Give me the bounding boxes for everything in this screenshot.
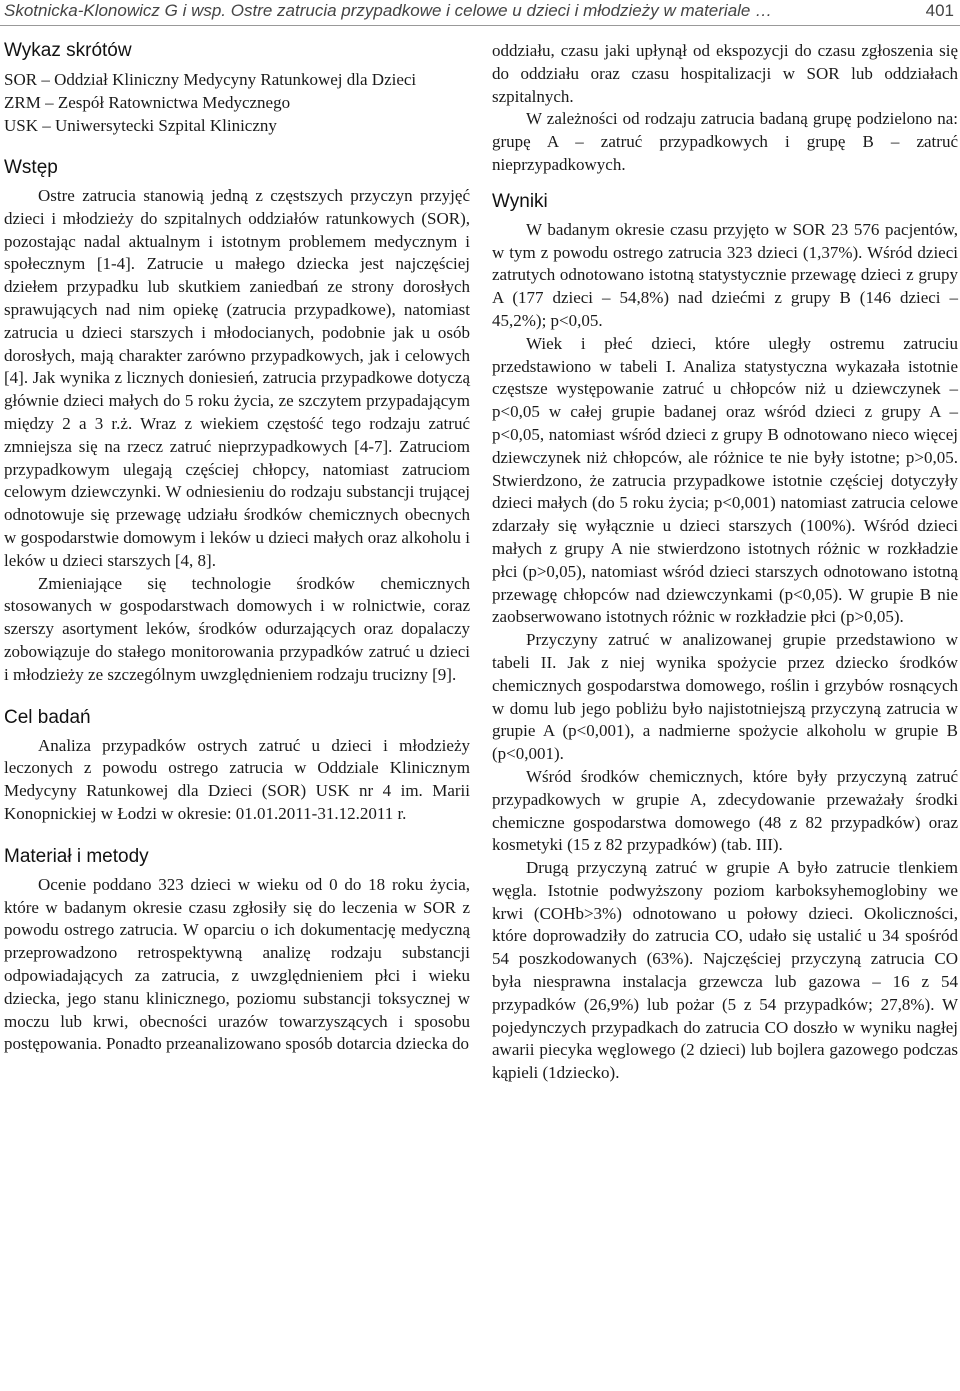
intro-paragraph: Zmieniające się technologie środków chemicznych stosowanych w gospodarstwach domowych i w rolnictwie, coraz szerszy asortyment leków, środków odurzających oraz dopalaczy zobowiązuje do stałego monitorowania przypadków zatruć u dzieci i młodzieży ze szczególnym uwzględnieniem rodzaju trucizny [9]. [4, 573, 470, 684]
abbreviation-item: SOR – Oddział Kliniczny Medycyny Ratunkowej dla Dzieci [4, 70, 417, 89]
left-column [4, 40, 470, 1056]
results-paragraph: W badanym okresie czasu przyjęto w SOR 23 576 pacjentów, w tym z powodu ostrego zatrucia 323 dzieci (1,37%). Wśród dzieci zatrutych odnotowano istotną statystycznie przewagę dzieci z grupy A (177 dzieci – 54,8%) nad dziećmi z grupy B (146 dzieci – 45,2%); p<0,05. [492, 219, 958, 330]
page-number: 401 [925, 1, 954, 20]
abbreviation-item: ZRM – Zespół Ratownictwa Medycznego [4, 93, 291, 112]
intro-heading: Wstęp [4, 157, 58, 178]
results-paragraph: Drugą przyczyną zatruć w grupie A było zatrucie tlenkiem węgla. Istotnie podwyższony poziom karboksyhemoglobiny we krwi (COHb>3%) odnotowano u połowy dzieci. Okoliczności, które doprowadziły do zatrucia CO, udało się ustalić u 34 spośród 54 poszkodowanych (63%). Najczęściej przyczyną zatrucia CO była niesprawna instalacja grzewcza lub gazowa – 16 z 54 przypadków (26,9%) lub pożar (5 z 54 przypadków; 27,8%). W pojedynczych przypadkach do zatrucia CO doszło w wyniku nagłej awarii piecyka węglowego (2 dzieci) lub bojlera gazowego podczas kąpieli (1dziecko). [492, 858, 958, 1083]
abbreviation-item: USK – Uniwersytecki Szpital Kliniczny [4, 116, 277, 135]
abbreviations-heading: Wykaz skrótów [4, 40, 132, 61]
methods-paragraph: W zależności od rodzaju zatrucia badaną grupę podzielono na: grupę A – zatruć przypadkowych i grupę B – zatruć nieprzypadkowych. [492, 109, 958, 174]
aim-heading: Cel badań [4, 706, 91, 728]
results-heading: Wyniki [492, 190, 548, 212]
results-paragraph: Wiek i płeć dzieci, które uległy ostremu zatruciu przedstawiono w tabeli I. Analiza statystyczna wykazała istotnie częstsze występowanie zatruć u chłopców niż u dziewczynek – p<0,05 w całej grupie badanej oraz wśród dzieci z grupy A – p<0,05, natomiast wśród dzieci z grupy B odnotowano nieco więcej dziewczynek niż chłopców, ale różnice te nie były istotne; p>0,05. Stwierdzono, że zatrucia przypadkowe istotnie częściej dotyczyły dzieci małych (do 5 roku życia; p<0,001) natomiast zatrucia celowe zdarzały się wyłącznie u dzieci starszych (100%). Wśród dzieci małych z grupy A nie stwierdzono istotnych różnic w rozkładzie płci (p>0,05), natomiast wśród dzieci starszych odnotowano istotną przewagę chłopców nad dziewczynkami (p<0,05). W grupie B nie zaobserwowano istotnych różnic w rozkładzie płci (p>0,05). [492, 333, 958, 627]
intro-paragraph: Ostre zatrucia stanowią jedną z częstszych przyczyn przyjęć dzieci i młodzieży do szpitalnych oddziałów ratunkowych (SOR), pozostając nadal aktualnym i istotnym problemem medycznym i społecznym [1-4]. Zatrucie u małego dziecka jest najczęściej dziełem przypadku lub skutkiem zaniedbań ze strony dorosłych sprawujących nad nim opiekę (zatrucia przypadkowe), natomiast zatrucia u dzieci starszych i młodocianych, podobnie jak u osób dorosłych, mają charakter zarówno przypadkowych, jak i celowych [4]. Jak wynika z licznych doniesień, zatrucia przypadkowe dotyczą głównie dzieci małych do 5 roku życia, ze szczytem przypadającym między 2 a 3 r.ż. Wraz z wiekiem częstość tego rodzaju zatruć zmniejsza się na rzecz zatruć nieprzypadkowych [4-7]. Zatruciom przypadkowym ulegają częściej chłopcy, natomiast zatruciom celowym dziewczynki. W odniesieniu do rodzaju substancji trującej odnotowuje się przewagę udziału środków chemicznych obecnych w gospodarstwie domowym i leków u dzieci małych oraz alkoholu i leków u dzieci starszych [4, 8]. [4, 186, 470, 570]
running-header [0, 0, 960, 26]
results-paragraph: Przyczyny zatruć w analizowanej grupie przedstawiono w tabeli II. Jak z niej wynika spożycie przez dziecko środków chemicznych gospodarstwa domowego, roślin i grzybów rosnących w domu lub jego pobliżu było najistotniejszą przyczyną zatrucia w grupie A (p<0,001), a nadmierne spożycie alkoholu w grupie B (p<0,001). [492, 630, 958, 764]
right-column [492, 40, 958, 1085]
results-paragraph: Wśród środków chemicznych, które były przyczyną zatruć przypadkowych w grupie A, zdecydowanie przeważały środki chemiczne gospodarstwa domowego (48 z 82 przypadków) oraz kosmetyki (15 z 82 przypadków) (tab. III). [492, 766, 958, 855]
methods-paragraph-continued: oddziału, czasu jaki upłynął od ekspozycji do czasu zgłoszenia się do oddziału oraz czasu hospitalizacji w SOR lub oddziałach szpitalnych. [492, 41, 958, 106]
methods-heading: Materiał i metody [4, 845, 149, 867]
running-title: Skotnicka-Klonowicz G i wsp. Ostre zatrucia przypadkowe i celowe u dzieci i młodzieży w materiale … [4, 1, 773, 20]
methods-paragraph: Ocenie poddano 323 dzieci w wieku od 0 do 18 roku życia, które w badanym okresie czasu zgłosiły się do leczenia w SOR z powodu ostrego zatrucia. W oparciu o ich dokumentację medyczną przeprowadzono retrospektywną analizę rodzaju substancji odpowiadających za zatrucia, z uwzględnieniem płci i wieku dziecka, jego stanu klinicznego, poziomu substancji toksycznej w moczu lub krwi, obecności urazów towarzyszących i sposobu postępowania. Ponadto przeanalizowano sposób dotarcia dziecka do [4, 874, 470, 1054]
aim-paragraph: Analiza przypadków ostrych zatruć u dzieci i młodzieży leczonych z powodu ostrego zatrucia w Oddziale Klinicznym Medycyny Ratunkowej dla Dzieci (SOR) USK nr 4 im. Marii Konopnickiej w Łodzi w okresie: 01.01.2011-31.12.2011 r. [4, 735, 470, 823]
